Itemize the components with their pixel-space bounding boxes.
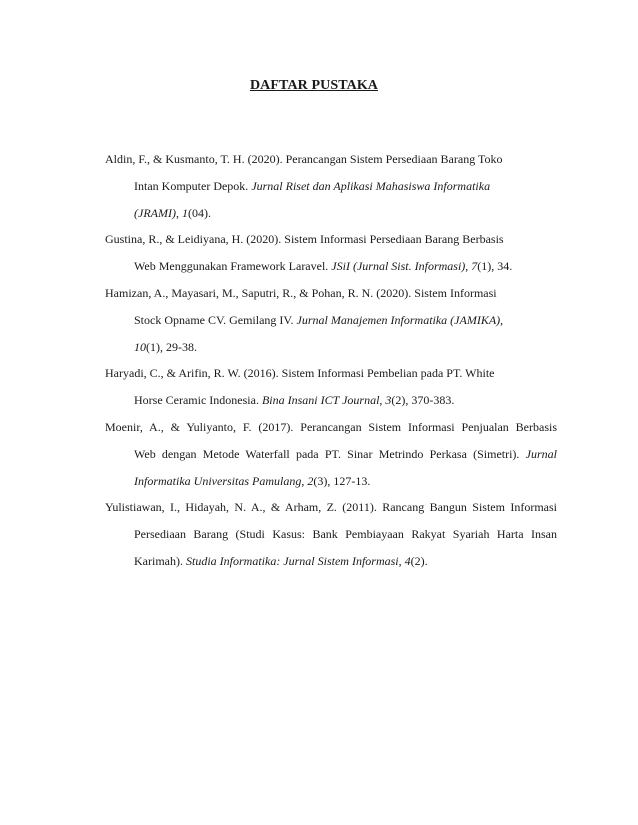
reference-text: Stock Opname CV. Gemilang IV. <box>134 312 297 327</box>
separator: , <box>301 473 308 488</box>
separator: , <box>398 553 405 568</box>
reference-line: Haryadi, C., & Arifin, R. W. (2016). Sistem Informasi Pembelian pada PT. White <box>105 366 495 381</box>
separator: , <box>175 205 182 220</box>
reference-line <box>105 468 557 495</box>
reference-text: Karimah). <box>134 553 186 568</box>
reference-line: Moenir, A., & Yuliyanto, F. (2017). Perancangan Sistem Informasi Penjualan Berbasis <box>105 419 557 434</box>
reference-line <box>105 334 557 361</box>
reference-entry <box>105 226 557 280</box>
separator: , <box>465 259 472 274</box>
reference-line: Hamizan, A., Mayasari, M., Saputri, R., & Pohan, R. N. (2020). Sistem Informasi <box>105 285 497 300</box>
reference-line <box>105 200 557 227</box>
journal-volume: 3 <box>385 393 392 408</box>
reference-text: Web dengan Metode Waterfall pada PT. Sinar Metrindo Perkasa (Simetri). <box>134 446 526 461</box>
separator: , <box>379 393 386 408</box>
reference-line <box>105 387 557 414</box>
reference-list <box>105 146 557 575</box>
reference-entry <box>105 414 557 494</box>
issue-pages: (3), 127-13. <box>313 473 371 488</box>
journal-name: Bina Insani ICT Journal <box>261 393 380 408</box>
journal-name: (JRAMI) <box>134 205 176 220</box>
page-title: DAFTAR PUSTAKA <box>249 78 379 93</box>
reference-line: Yulistiawan, I., Hidayah, N. A., & Arham, Z. (2011). Rancang Bangun Sistem Informasi <box>105 500 557 515</box>
journal-volume: 7 <box>471 259 478 274</box>
reference-line <box>105 441 557 468</box>
reference-entry <box>105 146 557 226</box>
reference-text: Web Menggunakan Framework Laravel. <box>134 259 332 274</box>
issue-pages: (2). <box>410 553 428 568</box>
reference-line: Gustina, R., & Leidiyana, H. (2020). Sistem Informasi Persediaan Barang Berbasis <box>105 232 504 247</box>
journal-volume: 1 <box>181 205 188 220</box>
reference-line <box>105 253 557 280</box>
issue-pages: (2), 370-383. <box>391 393 455 408</box>
journal-volume: 10 <box>134 339 146 354</box>
reference-line <box>105 548 557 575</box>
separator: , <box>500 312 504 327</box>
issue-pages: (04). <box>187 205 211 220</box>
reference-line: Aldin, F., & Kusmanto, T. H. (2020). Perancangan Sistem Persediaan Barang Toko <box>105 152 503 166</box>
journal-name: Informatika Universitas Pamulang <box>134 473 302 488</box>
reference-entry <box>105 360 557 414</box>
journal-name: Studia Informatika: Jurnal Sistem Informasi <box>185 553 399 568</box>
reference-entry <box>105 280 557 360</box>
reference-text: Horse Ceramic Indonesia. <box>134 393 262 408</box>
journal-volume: 2 <box>307 473 314 488</box>
journal-name: Jurnal Riset dan Aplikasi Mahasiswa Informatika <box>251 178 491 193</box>
journal-name: Jurnal Manajemen Informatika (JAMIKA) <box>296 312 501 327</box>
journal-name: JSiI (Jurnal Sist. Informasi) <box>331 259 466 274</box>
reference-line <box>105 307 557 334</box>
issue-pages: (1), 34. <box>477 259 513 274</box>
reference-line <box>105 173 557 200</box>
reference-text: Intan Komputer Depok. <box>134 178 252 193</box>
reference-line: Persediaan Barang (Studi Kasus: Bank Pembiayaan Rakyat Syariah Harta Insan <box>134 527 557 542</box>
journal-volume: 4 <box>404 553 411 568</box>
reference-entry <box>105 494 557 574</box>
issue-pages: (1), 29-38. <box>146 339 197 354</box>
journal-name: Jurnal <box>525 446 557 461</box>
